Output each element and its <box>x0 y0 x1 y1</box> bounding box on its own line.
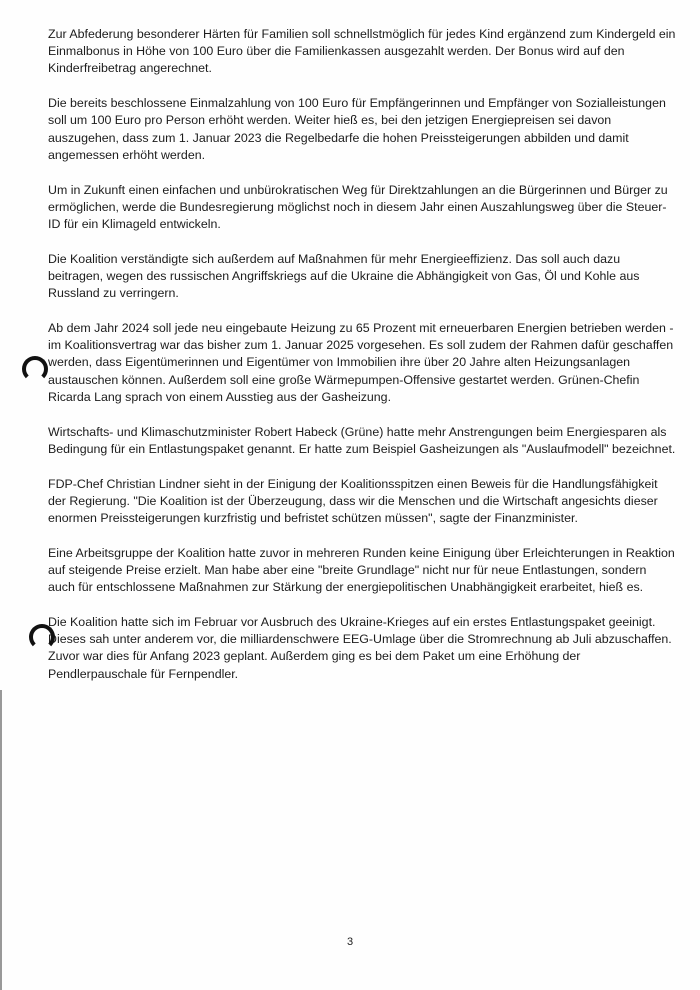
paragraph-energieeffizienz: Die Koalition verständigte sich außerdem auf Maßnahmen für mehr Energieeffizienz. Das soll auch dazu beitragen, wegen des russischen Angriffskriegs auf die Ukraine die Abhängigkeit von Gas, Öl und Kohle aus Russland zu verringern. <box>48 251 640 301</box>
paragraph-lindner: FDP-Chef Christian Lindner sieht in der Einigung der Koalitionsspitzen einen Beweis für die Handlungsfähigkeit der Regierung. "Die Koalition ist der Überzeugung, dass wir die Menschen und die Wirtschaft angesichts dieser enormen Preissteigerungen kurzfristig und befristet schützen müssen", sagte der Finanzminister. <box>48 476 658 526</box>
paragraph-habeck: Wirtschafts- und Klimaschutzminister Robert Habeck (Grüne) hatte mehr Anstrengungen beim Energiesparen als Bedingung für ein Entlastungspaket genannt. Er hatte zum Beispiel Gasheizungen als "Auslaufmodell" bezeichnet. <box>48 424 676 456</box>
punch-hole-mark-icon <box>22 356 48 382</box>
paragraph-entlastungspaket: Die Koalition hatte sich im Februar vor Ausbruch des Ukraine-Krieges auf ein erstes Entlastungspaket geeinigt. Dieses sah unter anderem vor, die milliardenschwere EEG-Umlage über die Stromrechnung ab Juli abzuschaffen. Zuvor war dies für Anfang 2023 geplant. Außerdem ging es bei dem Paket um eine Erhöhung der Pendlerpauschale für Fernpendler. <box>48 615 672 681</box>
punch-hole-mark-icon <box>29 624 55 650</box>
paragraph-klimageld: Um in Zukunft einen einfachen und unbürokratischen Weg für Direktzahlungen an die Bürgerinnen und Bürger zu ermöglichen, werde die Bundesregierung möglichst noch in diesem Jahr einen Auszahlungsweg über die Steuer-ID für ein Klimageld entwickeln. <box>48 182 668 232</box>
paragraph-einmalzahlung: Die bereits beschlossene Einmalzahlung von 100 Euro für Empfängerinnen und Empfänger von Sozialleistungen soll um 100 Euro pro Person erhöht werden. Weiter hieß es, bei den jetzigen Energiepreisen sei davon auszugehen, dass zum 1. Januar 2023 die Regelbedarfe die hohen Preissteigerungen abbilden und damit angemessen erhöht werden. <box>48 96 666 162</box>
paragraph-heizung: Ab dem Jahr 2024 soll jede neu eingebaute Heizung zu 65 Prozent mit erneuerbaren Energien betrieben werden - im Koalitionsvertrag war das bisher zum 1. Januar 2025 vorgesehen. Es soll zudem der Rahmen dafür geschaffen werden, dass Eigentümerinnen und Eigentümer von Immobilien ihre über 20 Jahre alten Heizungsanlagen austauschen können. Außerdem soll eine große Wärmepumpen-Offensive gestartet werden. Grünen-Chefin Ricarda Lang sprach von einem Ausstieg aus der Gasheizung. <box>48 321 674 404</box>
paragraph-arbeitsgruppe: Eine Arbeitsgruppe der Koalition hatte zuvor in mehreren Runden keine Einigung über Erleichterungen in Reaktion auf steigende Preise erzielt. Man habe aber eine "breite Grundlage" nicht nur für neue Entlastungen, sondern auch für entschlossene Maßnahmen zur Stärkung der energiepolitischen Unabhängigkeit erarbeitet, hieß es. <box>48 545 675 595</box>
page-number: 3 <box>346 936 354 948</box>
body-text <box>48 26 676 700</box>
paragraph-kinderbonus: Zur Abfederung besonderer Härten für Familien soll schnellstmöglich für jedes Kind ergänzend zum Kindergeld ein Einmalbonus in Höhe von 100 Euro über die Familienkassen ausgezahlt werden. Der Bonus wird auf den Kinderfreibetrag angerechnet. <box>48 27 676 76</box>
